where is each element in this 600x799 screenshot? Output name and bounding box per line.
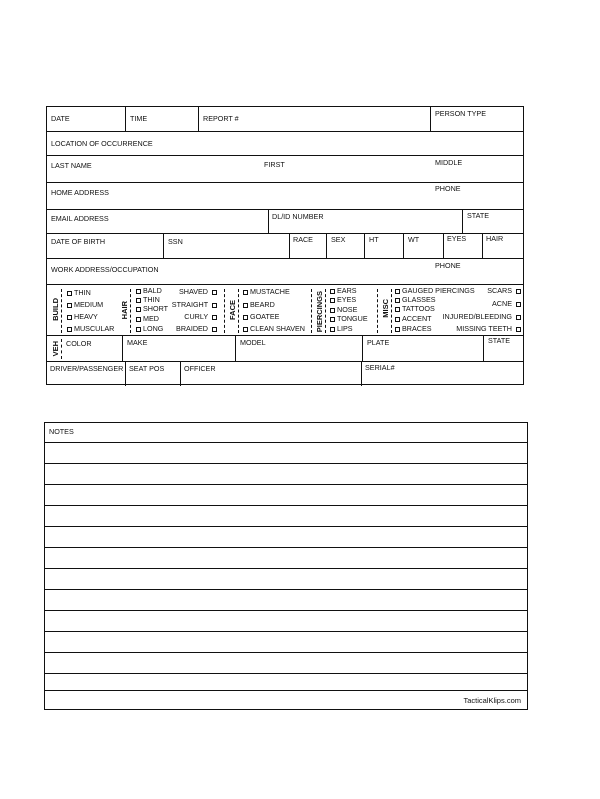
seat-pos-field[interactable] (125, 362, 180, 386)
report-label: REPORT # (203, 114, 239, 123)
misc-acne-option[interactable] (492, 299, 521, 308)
option-label: LIPS (337, 324, 353, 333)
email-field[interactable] (47, 210, 268, 233)
middle-name-label: MIDDLE (435, 158, 463, 167)
hair-divider (130, 289, 131, 333)
hair-med-option[interactable] (136, 314, 159, 323)
checkbox-icon[interactable] (67, 303, 72, 308)
date-field[interactable] (47, 107, 125, 131)
piercing-nose-option[interactable] (330, 305, 357, 314)
time-label: TIME (130, 114, 148, 123)
hair-long-option[interactable] (136, 324, 163, 333)
misc-braces-option[interactable] (395, 324, 432, 333)
note-line (45, 547, 527, 548)
hair-shaved-option[interactable] (179, 287, 217, 296)
hair-braided-option[interactable] (176, 324, 217, 333)
misc-tattoos-option[interactable] (395, 304, 435, 313)
row-work (47, 259, 523, 285)
driver-passenger-label: DRIVER/PASSENGER (50, 364, 124, 373)
hair-field[interactable] (482, 234, 523, 258)
option-label: BALD (143, 286, 162, 295)
option-label: BEARD (250, 300, 275, 309)
option-label: INJURED/BLEEDING (442, 312, 512, 321)
dl-id-label: DL/ID NUMBER (272, 212, 324, 221)
option-label: HEAVY (74, 312, 98, 321)
dl-id-field[interactable] (268, 210, 462, 233)
misc-glasses-option[interactable] (395, 295, 436, 304)
serial-field[interactable] (361, 362, 523, 386)
hair-thin-option[interactable] (136, 295, 160, 304)
build-label: BUILD (51, 298, 60, 321)
race-label: RACE (293, 235, 313, 244)
option-label: MISSING TEETH (456, 324, 512, 333)
work-field[interactable] (47, 259, 523, 284)
row-home-address (47, 183, 523, 210)
option-label: MED (143, 314, 159, 323)
option-label: GAUGED PIERCINGS (402, 286, 475, 295)
checkbox-icon[interactable] (516, 327, 521, 332)
build-heavy-option[interactable] (67, 312, 98, 321)
note-line (45, 610, 527, 611)
option-label: MUSCULAR (74, 324, 115, 333)
veh-model-field[interactable] (235, 336, 362, 361)
option-label: EYES (337, 295, 357, 304)
date-label: DATE (51, 114, 70, 123)
option-label: NOSE (337, 305, 358, 314)
option-label: TONGUE (337, 314, 368, 323)
piercings-divider-left (311, 289, 312, 333)
checkbox-icon[interactable] (395, 298, 400, 303)
wt-label: WT (408, 235, 420, 244)
row-email (47, 210, 523, 234)
checkbox-icon[interactable] (67, 291, 72, 296)
option-label: EARS (337, 286, 357, 295)
dob-field[interactable] (47, 234, 163, 258)
row-description (47, 285, 523, 336)
seat-pos-label: SEAT POS (129, 364, 165, 373)
ssn-field[interactable] (163, 234, 289, 258)
last-name-label: LAST NAME (51, 161, 92, 170)
checkbox-icon[interactable] (330, 317, 335, 322)
note-line (45, 463, 527, 464)
checkbox-icon[interactable] (330, 298, 335, 303)
notes-label: NOTES (49, 427, 74, 436)
eyes-field[interactable] (443, 234, 482, 258)
ht-field[interactable] (364, 234, 403, 258)
build-divider (61, 289, 62, 333)
checkbox-icon[interactable] (212, 327, 217, 332)
row-officer (47, 362, 523, 386)
state-field[interactable] (462, 210, 523, 233)
location-label: LOCATION OF OCCURRENCE (51, 139, 153, 148)
piercings-label: PIERCINGS (315, 291, 324, 333)
misc-gauged-option[interactable] (395, 286, 475, 295)
checkbox-icon[interactable] (212, 315, 217, 320)
checkbox-icon[interactable] (516, 315, 521, 320)
build-muscular-option[interactable] (67, 324, 114, 333)
person-type-label: PERSON TYPE (435, 109, 486, 118)
checkbox-icon[interactable] (516, 289, 521, 294)
veh-make-label: MAKE (127, 338, 148, 347)
option-label: SHORT (143, 304, 169, 313)
eyes-label: EYES (447, 234, 467, 243)
checkbox-icon[interactable] (136, 317, 141, 322)
checkbox-icon[interactable] (136, 327, 141, 332)
option-label: MUSTACHE (250, 287, 290, 296)
checkbox-icon[interactable] (330, 289, 335, 294)
home-phone-label: PHONE (435, 184, 461, 193)
note-line (45, 631, 527, 632)
sex-field[interactable] (326, 234, 364, 258)
option-label: ACCENT (402, 314, 432, 323)
brand-text: TacticalKlips.com (463, 696, 521, 705)
row-vehicle (47, 336, 523, 362)
face-beard-option[interactable] (243, 300, 275, 309)
race-field[interactable] (289, 234, 326, 258)
subject-info-card (46, 106, 524, 385)
location-field[interactable] (47, 132, 523, 155)
checkbox-icon[interactable] (67, 315, 72, 320)
build-thin-option[interactable] (67, 288, 91, 297)
option-label: CURLY (184, 312, 208, 321)
driver-passenger-field[interactable] (47, 362, 125, 386)
hair-bald-option[interactable] (136, 286, 162, 295)
checkbox-icon[interactable] (136, 307, 141, 312)
note-line (45, 589, 527, 590)
checkbox-icon[interactable] (516, 302, 521, 307)
option-label: ACNE (492, 299, 512, 308)
officer-label: OFFICER (184, 364, 216, 373)
misc-accent-option[interactable] (395, 314, 432, 323)
build-medium-option[interactable] (67, 300, 103, 309)
face-divider-left (224, 289, 225, 333)
checkbox-icon[interactable] (67, 327, 72, 332)
option-label: STRAIGHT (171, 300, 208, 309)
option-label: SCARS (487, 286, 512, 295)
veh-color-field[interactable] (47, 336, 122, 361)
note-line (45, 505, 527, 506)
hair-label: HAIR (486, 234, 504, 243)
row-physical (47, 234, 523, 259)
note-line (45, 652, 527, 653)
wt-field[interactable] (403, 234, 443, 258)
misc-scars-option[interactable] (487, 286, 521, 295)
person-type-field[interactable] (430, 107, 523, 131)
veh-color-label: COLOR (66, 339, 92, 348)
face-mustache-option[interactable] (243, 287, 290, 296)
ssn-label: SSN (168, 237, 183, 246)
misc-label: MISC (381, 299, 390, 318)
checkbox-icon[interactable] (395, 317, 400, 322)
face-clean-shaven-option[interactable] (243, 324, 305, 333)
veh-state-field[interactable] (483, 336, 523, 361)
note-line (45, 442, 527, 443)
checkbox-icon[interactable] (395, 307, 400, 312)
veh-state-label: STATE (488, 336, 511, 345)
notes-card[interactable] (44, 422, 528, 710)
note-line (45, 526, 527, 527)
hair-desc-label: HAIR (120, 301, 129, 320)
option-label: THIN (74, 288, 91, 297)
veh-divider (61, 339, 62, 359)
note-line (45, 690, 527, 691)
state-label: STATE (467, 211, 490, 220)
time-field[interactable] (125, 107, 198, 131)
misc-missing-teeth-option[interactable] (456, 324, 521, 333)
hair-short-option[interactable] (136, 304, 168, 313)
work-label: WORK ADDRESS/OCCUPATION (51, 265, 159, 274)
option-label: LONG (143, 324, 164, 333)
option-label: GLASSES (402, 295, 436, 304)
hair-straight-option[interactable] (172, 300, 217, 309)
row-name (47, 156, 523, 183)
checkbox-icon[interactable] (330, 308, 335, 313)
home-address-label: HOME ADDRESS (51, 188, 109, 197)
note-line (45, 568, 527, 569)
option-label: BRAIDED (176, 324, 208, 333)
checkbox-icon[interactable] (395, 289, 400, 294)
option-label: MEDIUM (74, 300, 104, 309)
email-label: EMAIL ADDRESS (51, 214, 109, 223)
home-address-field[interactable] (47, 183, 523, 209)
misc-injured-option[interactable] (443, 312, 522, 321)
checkbox-icon[interactable] (330, 327, 335, 332)
note-line (45, 673, 527, 674)
option-label: CLEAN SHAVEN (250, 324, 305, 333)
option-label: TATTOOS (402, 304, 435, 313)
piercings-divider (325, 289, 326, 333)
veh-plate-label: PLATE (367, 338, 390, 347)
veh-make-field[interactable] (122, 336, 235, 361)
name-field[interactable] (47, 156, 523, 182)
work-phone-label: PHONE (435, 261, 461, 270)
checkbox-icon[interactable] (243, 290, 248, 295)
checkbox-icon[interactable] (243, 327, 248, 332)
checkbox-icon[interactable] (212, 303, 217, 308)
piercing-tongue-option[interactable] (330, 314, 368, 323)
checkbox-icon[interactable] (212, 290, 217, 295)
veh-label: VEH (51, 341, 60, 357)
hair-curly-option[interactable] (184, 312, 217, 321)
checkbox-icon[interactable] (243, 303, 248, 308)
description-field (47, 285, 523, 335)
option-label: GOATEE (250, 312, 280, 321)
sex-label: SEX (331, 235, 346, 244)
option-label: THIN (143, 295, 160, 304)
checkbox-icon[interactable] (395, 327, 400, 332)
checkbox-icon[interactable] (243, 315, 248, 320)
first-name-label: FIRST (264, 160, 285, 169)
veh-model-label: MODEL (240, 338, 266, 347)
row-date-time (47, 107, 523, 132)
piercing-ears-option[interactable] (330, 286, 357, 295)
face-divider (238, 289, 239, 333)
officer-field[interactable] (180, 362, 361, 386)
note-line (45, 484, 527, 485)
option-label: BRACES (402, 324, 432, 333)
serial-label: SERIAL# (365, 363, 395, 372)
report-field[interactable] (198, 107, 430, 131)
row-location (47, 132, 523, 156)
face-goatee-option[interactable] (243, 312, 279, 321)
veh-plate-field[interactable] (362, 336, 483, 361)
option-label: SHAVED (178, 287, 208, 296)
checkbox-icon[interactable] (136, 289, 141, 294)
checkbox-icon[interactable] (136, 298, 141, 303)
dob-label: DATE OF BIRTH (51, 237, 106, 246)
misc-divider (391, 289, 392, 333)
piercing-eyes-option[interactable] (330, 295, 356, 304)
piercing-lips-option[interactable] (330, 324, 353, 333)
ht-label: HT (369, 235, 379, 244)
face-label: FACE (228, 300, 237, 321)
misc-divider-left (377, 289, 378, 333)
